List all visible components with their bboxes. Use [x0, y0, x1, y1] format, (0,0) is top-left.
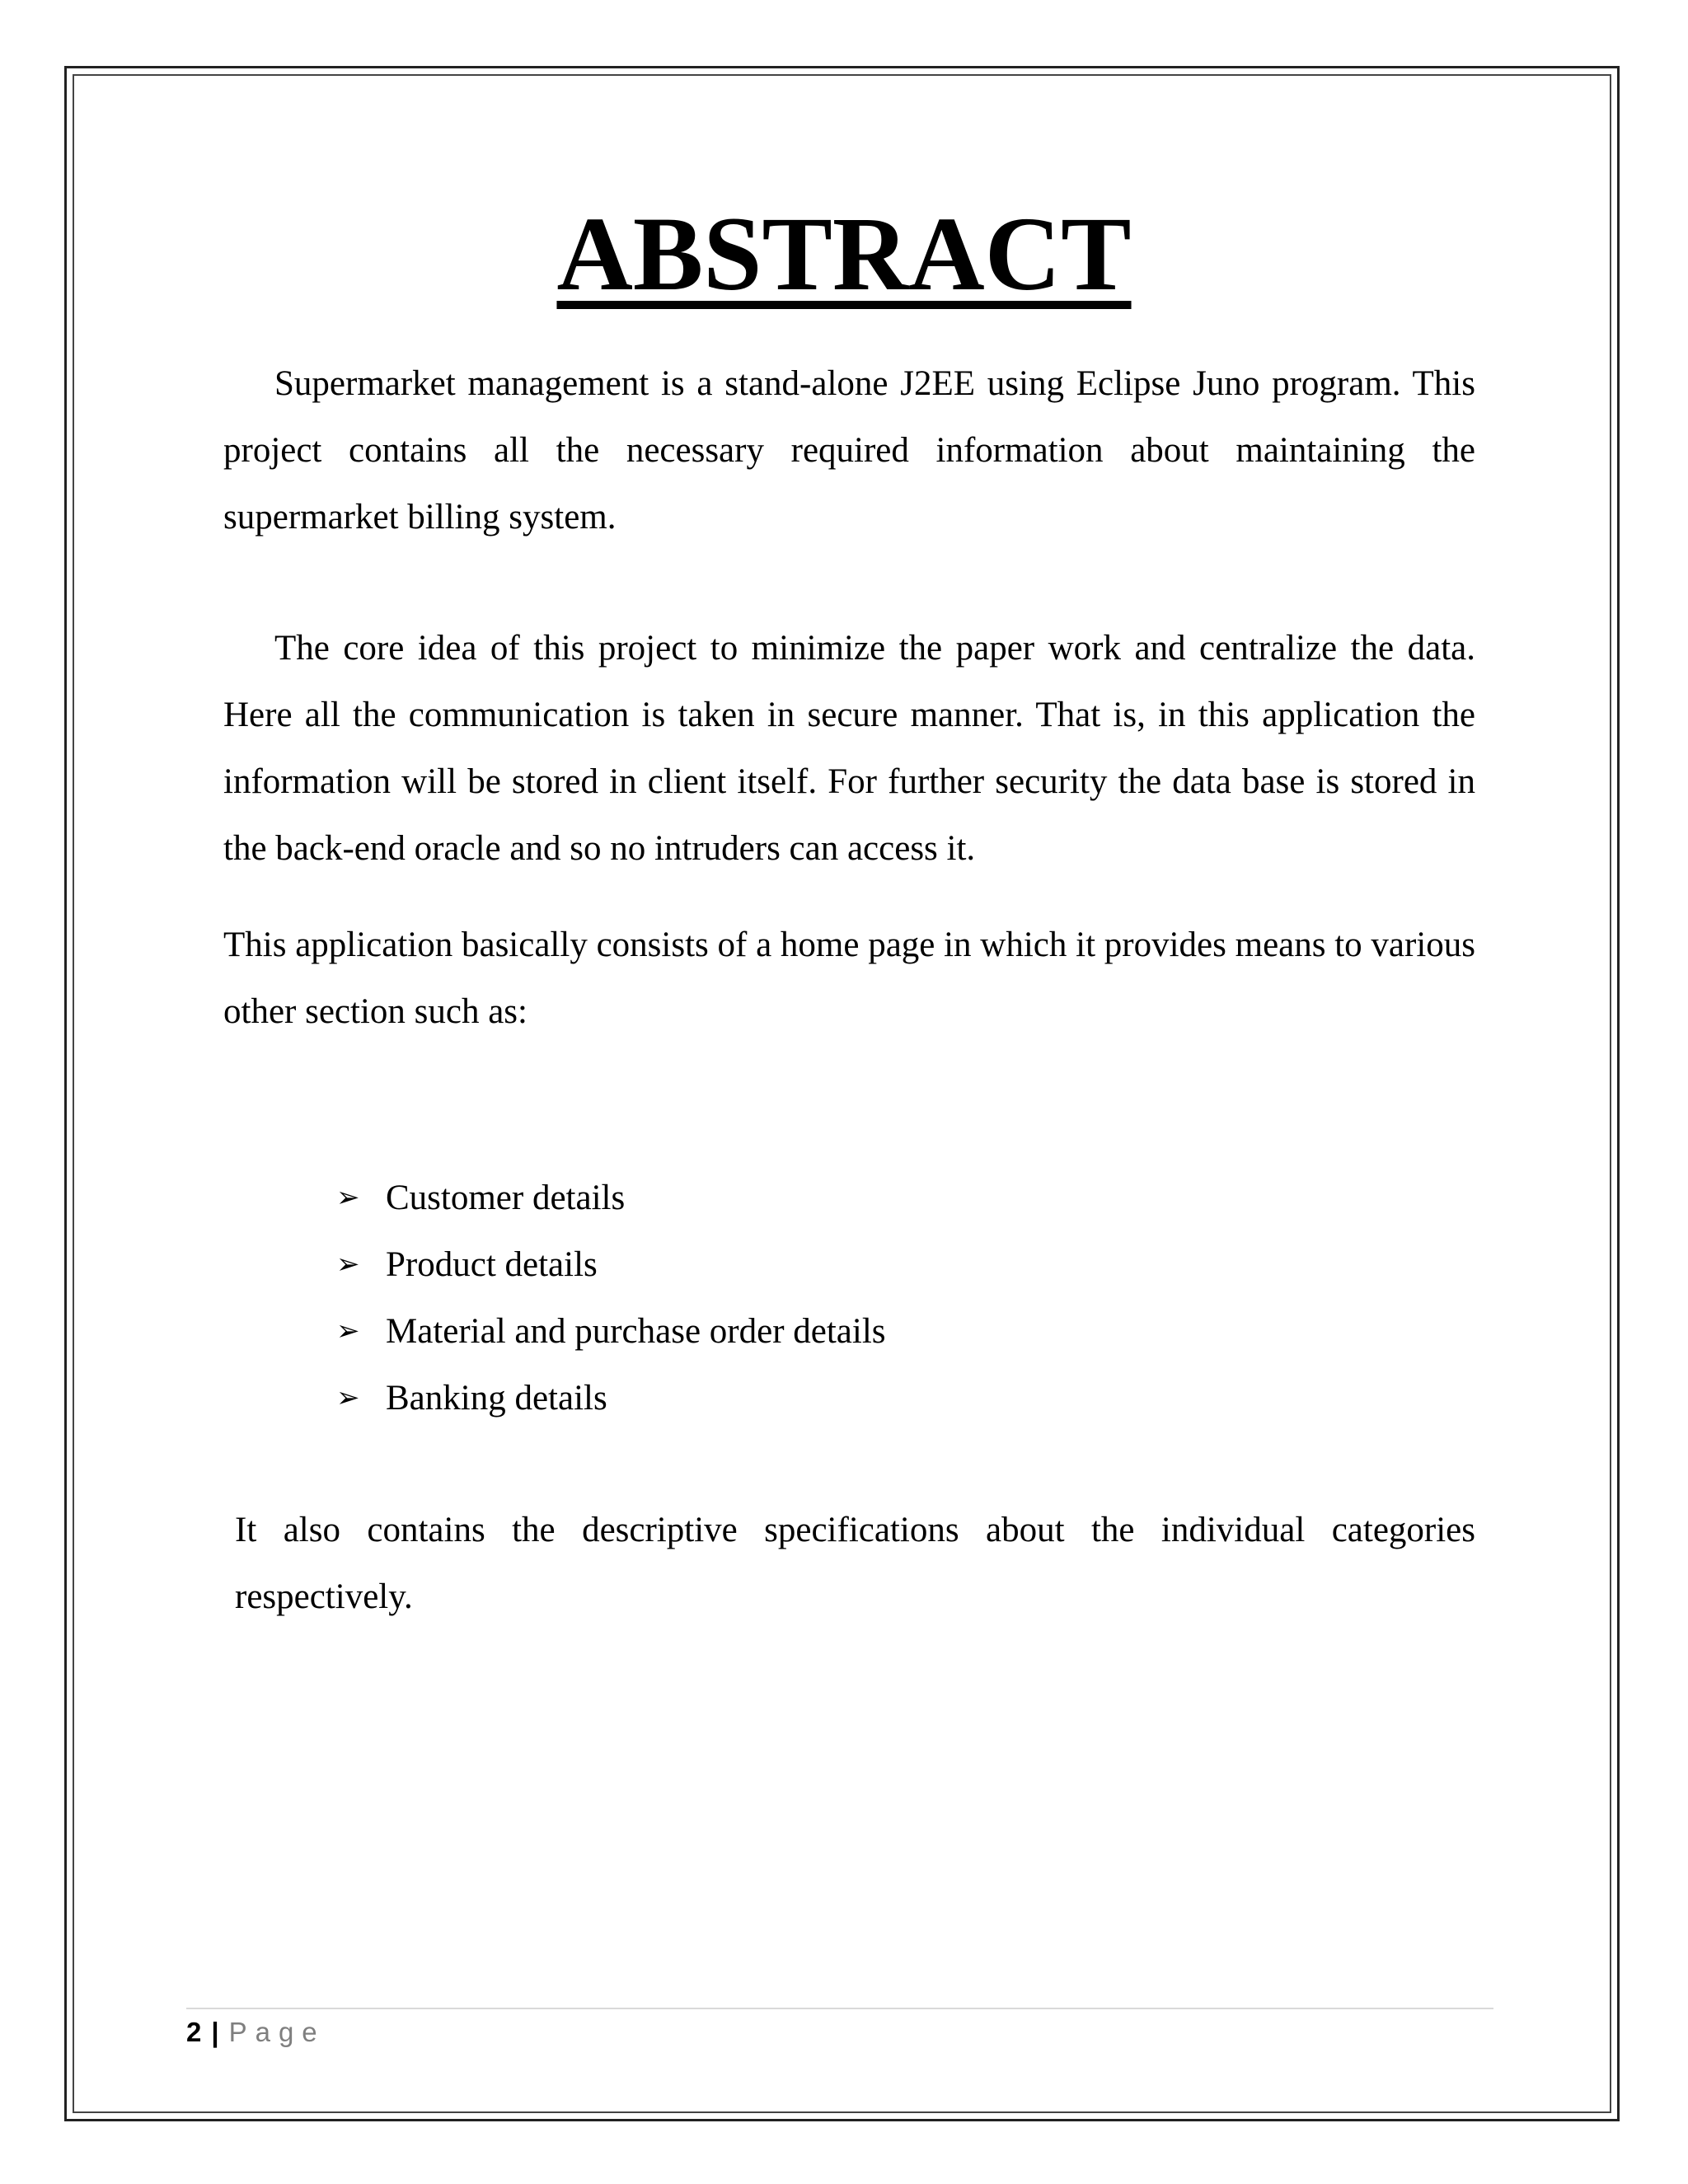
section-list	[336, 1165, 886, 1432]
arrow-bullet-icon: ➢	[336, 1181, 360, 1214]
page-title	[0, 196, 1688, 312]
paragraph-intro: Supermarket management is a stand-alone J2EE using Eclipse Juno program. This project contains all the necessary required information about maintaining the supermarket billing system.	[223, 364, 1475, 537]
list-item	[336, 1365, 886, 1432]
arrow-bullet-icon: ➢	[336, 1381, 360, 1414]
list-item-label: Customer details	[386, 1179, 626, 1217]
page-number: 2	[186, 2017, 202, 2047]
list-item	[336, 1231, 886, 1298]
list-item	[336, 1165, 886, 1231]
list-item	[336, 1298, 886, 1365]
arrow-bullet-icon: ➢	[336, 1248, 360, 1281]
page-label: Page	[228, 2017, 326, 2047]
list-item-label: Banking details	[386, 1379, 607, 1418]
page-title-text: ABSTRACT	[556, 195, 1132, 312]
paragraph-closing: It also contains the descriptive specifications about the individual categories respectively.	[235, 1511, 1475, 1616]
arrow-bullet-icon: ➢	[336, 1315, 360, 1347]
footer-divider	[186, 2008, 1493, 2009]
page-footer	[186, 2014, 326, 2050]
list-item-label: Material and purchase order details	[386, 1312, 886, 1351]
list-item-label: Product details	[386, 1245, 598, 1284]
paragraph-sections-intro: This application basically consists of a home page in which it provides means to various other section such as:	[223, 926, 1476, 1031]
paragraph-core-idea: The core idea of this project to minimize the paper work and centralize the data. Here all the communication is taken in secure manner. That is, in this application the information will be stored in client itself. For further security the data base is stored in the back-end oracle and so no intruders can access it.	[223, 629, 1475, 868]
footer-separator: |	[211, 2017, 219, 2047]
